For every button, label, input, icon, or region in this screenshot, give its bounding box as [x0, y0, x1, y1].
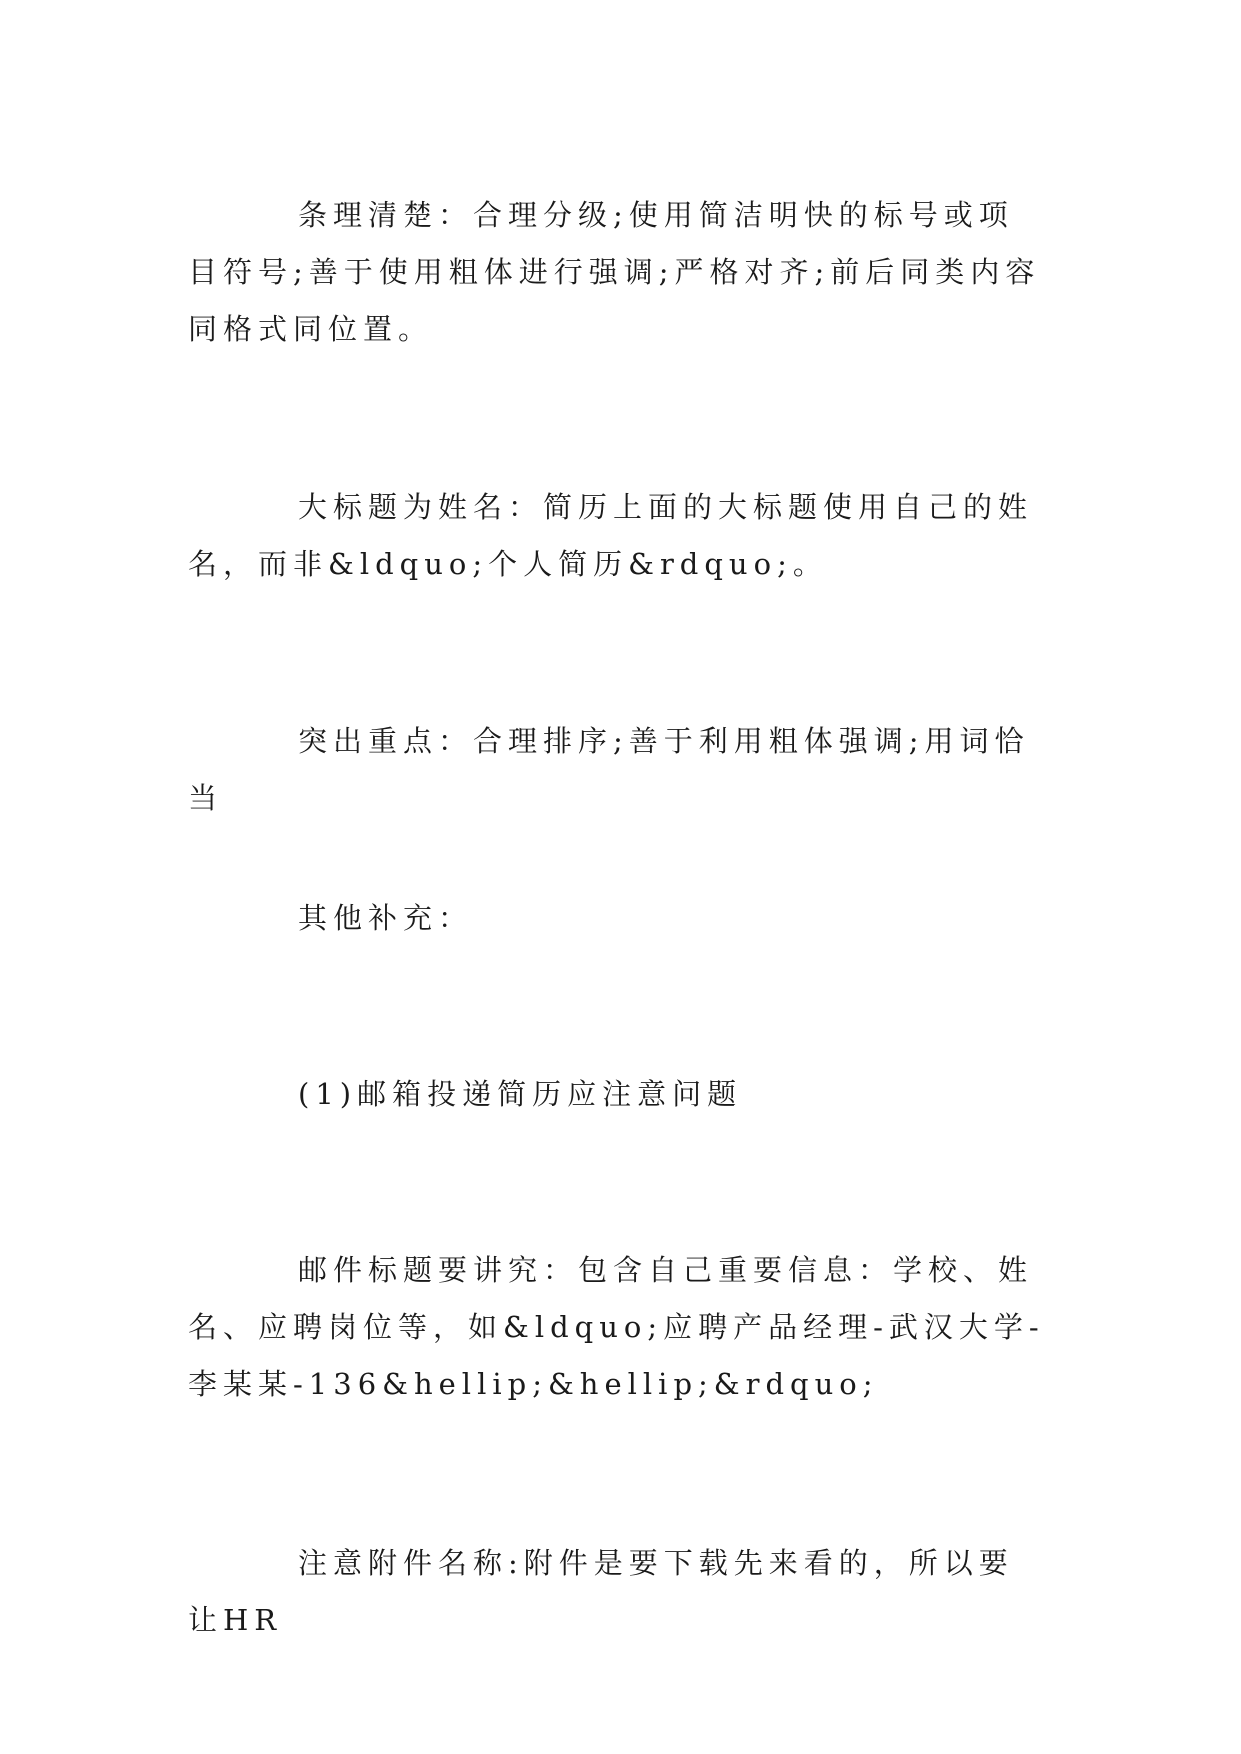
paragraph-attachment-name: 注意附件名称:附件是要下载先来看的，所以要让HR	[188, 1546, 1014, 1637]
paragraph-organization: 条理清楚：合理分级;使用简洁明快的标号或项目符号;善于使用粗体进行强调;严格对齐;前后同类内容同格式同位置。	[188, 198, 1041, 346]
paragraph-highlight-key-points: 突出重点：合理排序;善于利用粗体强调;用词恰当	[188, 724, 1030, 815]
paragraph-email-submission-heading: (1)邮箱投递简历应注意问题	[298, 1077, 743, 1111]
paragraph-email-subject: 邮件标题要讲究：包含自己重要信息：学校、姓名、应聘岗位等，如&ldquo;应聘产品经理-武汉大学-李某某-136&hellip;&hellip;&rdquo;	[188, 1253, 1045, 1401]
paragraph-other-notes-heading: 其他补充：	[298, 901, 474, 935]
paragraph-title-name: 大标题为姓名：简历上面的大标题使用自己的姓名，而非&ldquo;个人简历&rdquo;。	[188, 490, 1034, 581]
